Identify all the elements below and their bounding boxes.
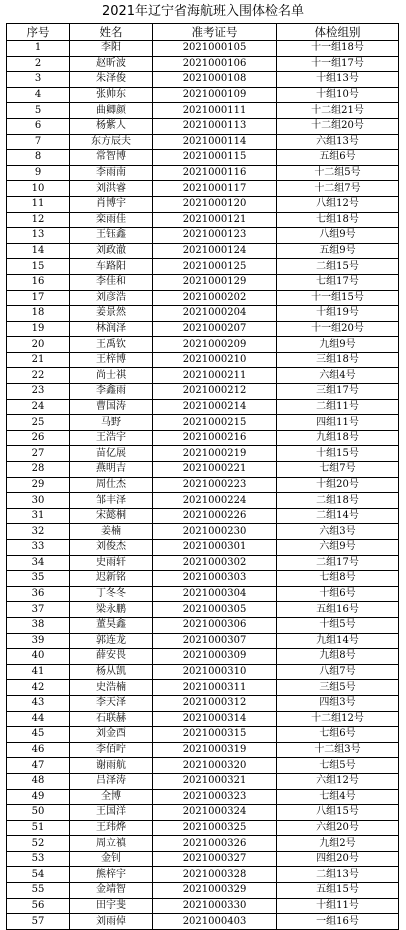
exam-group: 十二组3号: [277, 742, 399, 758]
candidate-name: 王钰鑫: [70, 228, 153, 244]
table-row: [7, 306, 399, 322]
exam-id: 2021000108: [153, 72, 277, 88]
candidate-name: 刘金酉: [70, 727, 153, 743]
table-row: [7, 711, 399, 727]
candidate-name: 刘洪睿: [70, 181, 153, 197]
exam-group: 二组11号: [277, 399, 399, 415]
exam-group: 九组14号: [277, 633, 399, 649]
table-header-row: [7, 24, 399, 41]
table-row: [7, 664, 399, 680]
row-number: 14: [7, 243, 70, 259]
exam-id: 2021000211: [153, 368, 277, 384]
candidate-name: 郭连龙: [70, 633, 153, 649]
row-number: 29: [7, 477, 70, 493]
table-row: [7, 118, 399, 134]
candidate-name: 李阳: [70, 41, 153, 57]
exam-group: 七组18号: [277, 212, 399, 228]
table-row: [7, 602, 399, 618]
exam-id: 2021000209: [153, 337, 277, 353]
exam-id: 2021000221: [153, 462, 277, 478]
candidate-name: 李雨南: [70, 165, 153, 181]
exam-id: 2021000319: [153, 742, 277, 758]
exam-group: 十组13号: [277, 72, 399, 88]
table-row: [7, 758, 399, 774]
row-number: 20: [7, 337, 70, 353]
table-row: [7, 727, 399, 743]
row-number: 35: [7, 571, 70, 587]
exam-group: 十组19号: [277, 306, 399, 322]
candidate-name: 石联赫: [70, 711, 153, 727]
table-row: [7, 368, 399, 384]
candidate-name: 刘俊杰: [70, 540, 153, 556]
exam-group: 七组7号: [277, 462, 399, 478]
exam-group: 六组13号: [277, 134, 399, 150]
table-row: [7, 87, 399, 103]
candidate-name: 肖博宇: [70, 196, 153, 212]
exam-group: 十组11号: [277, 898, 399, 914]
row-number: 40: [7, 649, 70, 665]
exam-group: 六组9号: [277, 540, 399, 556]
table-row: [7, 633, 399, 649]
exam-id: 2021000116: [153, 165, 277, 181]
row-number: 11: [7, 196, 70, 212]
exam-group: 六组4号: [277, 368, 399, 384]
row-number: 46: [7, 742, 70, 758]
row-number: 1: [7, 41, 70, 57]
exam-id: 2021000210: [153, 352, 277, 368]
exam-group: 十组6号: [277, 586, 399, 602]
row-number: 53: [7, 851, 70, 867]
exam-id: 2021000207: [153, 321, 277, 337]
exam-group: 四组20号: [277, 851, 399, 867]
row-number: 43: [7, 695, 70, 711]
candidate-name: 王国洋: [70, 805, 153, 821]
row-number: 54: [7, 867, 70, 883]
table-row: [7, 742, 399, 758]
exam-group: 六组3号: [277, 524, 399, 540]
exam-id: 2021000306: [153, 617, 277, 633]
exam-id: 2021000315: [153, 727, 277, 743]
exam-id: 2021000106: [153, 56, 277, 72]
exam-group: 六组20号: [277, 820, 399, 836]
exam-id: 2021000120: [153, 196, 277, 212]
exam-group: 五组16号: [277, 602, 399, 618]
table-row: [7, 274, 399, 290]
exam-id: 2021000202: [153, 290, 277, 306]
table-row: [7, 446, 399, 462]
exam-id: 2021000121: [153, 212, 277, 228]
exam-group: 七组8号: [277, 571, 399, 587]
table-row: [7, 649, 399, 665]
exam-id: 2021000327: [153, 851, 277, 867]
table-row: [7, 243, 399, 259]
row-number: 24: [7, 399, 70, 415]
table-row: [7, 695, 399, 711]
exam-id: 2021000330: [153, 898, 277, 914]
header-number: 序号: [7, 24, 70, 41]
table-row: [7, 430, 399, 446]
row-number: 17: [7, 290, 70, 306]
table-row: [7, 898, 399, 914]
exam-group: 十二组21号: [277, 103, 399, 119]
table-row: [7, 571, 399, 587]
exam-id: 2021000302: [153, 555, 277, 571]
row-number: 50: [7, 805, 70, 821]
exam-id: 2021000124: [153, 243, 277, 259]
exam-id: 2021000314: [153, 711, 277, 727]
table-row: [7, 617, 399, 633]
row-number: 13: [7, 228, 70, 244]
exam-group: 二组13号: [277, 867, 399, 883]
row-number: 8: [7, 150, 70, 166]
candidate-name: 王禹钦: [70, 337, 153, 353]
header-exam-group: 体检组别: [277, 24, 399, 41]
row-number: 42: [7, 680, 70, 696]
exam-group: 十一组18号: [277, 41, 399, 57]
exam-group: 三组17号: [277, 384, 399, 400]
table-row: [7, 493, 399, 509]
candidate-name: 刘彦浩: [70, 290, 153, 306]
exam-id: 2021000226: [153, 508, 277, 524]
candidate-name: 薛安畏: [70, 649, 153, 665]
exam-group: 七组5号: [277, 758, 399, 774]
exam-id: 2021000328: [153, 867, 277, 883]
candidate-name: 李鑫雨: [70, 384, 153, 400]
row-number: 44: [7, 711, 70, 727]
table-row: [7, 352, 399, 368]
exam-group: 十组5号: [277, 617, 399, 633]
exam-id: 2021000129: [153, 274, 277, 290]
row-number: 31: [7, 508, 70, 524]
candidate-name: 尚士祺: [70, 368, 153, 384]
candidate-name: 姜楠: [70, 524, 153, 540]
exam-id: 2021000223: [153, 477, 277, 493]
exam-group: 九组9号: [277, 337, 399, 353]
exam-id: 2021000224: [153, 493, 277, 509]
row-number: 27: [7, 446, 70, 462]
exam-id: 2021000117: [153, 181, 277, 197]
candidate-name: 金靖智: [70, 883, 153, 899]
exam-id: 2021000212: [153, 384, 277, 400]
exam-group: 二组15号: [277, 259, 399, 275]
candidate-name: 李佰咛: [70, 742, 153, 758]
candidate-name: 周立禛: [70, 836, 153, 852]
row-number: 56: [7, 898, 70, 914]
exam-id: 2021000305: [153, 602, 277, 618]
header-name: 姓名: [70, 24, 153, 41]
table-row: [7, 228, 399, 244]
candidate-name: 李天泽: [70, 695, 153, 711]
candidate-name: 朱泽俊: [70, 72, 153, 88]
candidate-name: 梁永鹏: [70, 602, 153, 618]
page-title: 2021年辽宁省海航班入围体检名单: [101, 4, 305, 19]
table-row: [7, 321, 399, 337]
table-row: [7, 415, 399, 431]
table-row: [7, 41, 399, 57]
table-row: [7, 399, 399, 415]
exam-id: 2021000219: [153, 446, 277, 462]
exam-group: 七组4号: [277, 789, 399, 805]
row-number: 10: [7, 181, 70, 197]
table-row: [7, 789, 399, 805]
row-number: 51: [7, 820, 70, 836]
candidate-name: 金钊: [70, 851, 153, 867]
exam-id: 2021000312: [153, 695, 277, 711]
candidate-name: 常智博: [70, 150, 153, 166]
exam-group: 二组14号: [277, 508, 399, 524]
table-row: [7, 586, 399, 602]
exam-group: 十二组7号: [277, 181, 399, 197]
row-number: 6: [7, 118, 70, 134]
candidate-table: [6, 23, 399, 930]
table-row: [7, 773, 399, 789]
header-exam-id: 准考证号: [153, 24, 277, 41]
candidate-name: 车路阳: [70, 259, 153, 275]
row-number: 30: [7, 493, 70, 509]
table-row: [7, 72, 399, 88]
exam-group: 八组15号: [277, 805, 399, 821]
table-row: [7, 680, 399, 696]
exam-group: 十组15号: [277, 446, 399, 462]
exam-id: 2021000109: [153, 87, 277, 103]
row-number: 39: [7, 633, 70, 649]
exam-group: 七组17号: [277, 274, 399, 290]
row-number: 45: [7, 727, 70, 743]
exam-group: 七组6号: [277, 727, 399, 743]
table-row: [7, 290, 399, 306]
exam-group: 五组9号: [277, 243, 399, 259]
exam-id: 2021000403: [153, 914, 277, 930]
row-number: 23: [7, 384, 70, 400]
row-number: 36: [7, 586, 70, 602]
table-row: [7, 165, 399, 181]
exam-id: 2021000115: [153, 150, 277, 166]
exam-group: 三组5号: [277, 680, 399, 696]
candidate-name: 谢雨航: [70, 758, 153, 774]
exam-group: 八组7号: [277, 664, 399, 680]
candidate-name: 全博: [70, 789, 153, 805]
candidate-name: 吕泽涛: [70, 773, 153, 789]
table-row: [7, 477, 399, 493]
exam-group: 六组12号: [277, 773, 399, 789]
exam-group: 十组10号: [277, 87, 399, 103]
exam-group: 十组20号: [277, 477, 399, 493]
table-row: [7, 914, 399, 930]
candidate-name: 马野: [70, 415, 153, 431]
row-number: 57: [7, 914, 70, 930]
candidate-name: 董昊鑫: [70, 617, 153, 633]
row-number: 2: [7, 56, 70, 72]
row-number: 5: [7, 103, 70, 119]
candidate-name: 迟新铭: [70, 571, 153, 587]
exam-id: 2021000303: [153, 571, 277, 587]
exam-id: 2021000325: [153, 820, 277, 836]
exam-group: 十二组5号: [277, 165, 399, 181]
row-number: 7: [7, 134, 70, 150]
exam-id: 2021000321: [153, 773, 277, 789]
row-number: 52: [7, 836, 70, 852]
exam-id: 2021000215: [153, 415, 277, 431]
candidate-name: 东方辰夫: [70, 134, 153, 150]
table-row: [7, 462, 399, 478]
table-row: [7, 196, 399, 212]
exam-group: 九组8号: [277, 649, 399, 665]
table-row: [7, 103, 399, 119]
candidate-name: 丁冬冬: [70, 586, 153, 602]
row-number: 19: [7, 321, 70, 337]
exam-id: 2021000204: [153, 306, 277, 322]
candidate-name: 史浩楠: [70, 680, 153, 696]
row-number: 22: [7, 368, 70, 384]
exam-group: 五组15号: [277, 883, 399, 899]
table-row: [7, 337, 399, 353]
row-number: 9: [7, 165, 70, 181]
candidate-name: 刘雨倬: [70, 914, 153, 930]
exam-id: 2021000123: [153, 228, 277, 244]
row-number: 21: [7, 352, 70, 368]
exam-id: 2021000216: [153, 430, 277, 446]
candidate-name: 刘政澈: [70, 243, 153, 259]
candidate-name: 林润泽: [70, 321, 153, 337]
table-row: [7, 384, 399, 400]
row-number: 34: [7, 555, 70, 571]
row-number: 32: [7, 524, 70, 540]
exam-group: 十一组20号: [277, 321, 399, 337]
exam-id: 2021000324: [153, 805, 277, 821]
row-number: 49: [7, 789, 70, 805]
candidate-name: 张帅东: [70, 87, 153, 103]
row-number: 15: [7, 259, 70, 275]
row-number: 55: [7, 883, 70, 899]
table-row: [7, 820, 399, 836]
candidate-name: 史雨轩: [70, 555, 153, 571]
candidate-name: 王浩宇: [70, 430, 153, 446]
exam-id: 2021000323: [153, 789, 277, 805]
row-number: 28: [7, 462, 70, 478]
table-row: [7, 540, 399, 556]
table-row: [7, 181, 399, 197]
exam-group: 二组17号: [277, 555, 399, 571]
row-number: 25: [7, 415, 70, 431]
table-row: [7, 259, 399, 275]
table-body: [7, 41, 399, 930]
row-number: 26: [7, 430, 70, 446]
candidate-name: 姜景然: [70, 306, 153, 322]
table-row: [7, 836, 399, 852]
exam-group: 十二组12号: [277, 711, 399, 727]
exam-group: 二组18号: [277, 493, 399, 509]
table-row: [7, 524, 399, 540]
row-number: 12: [7, 212, 70, 228]
exam-id: 2021000326: [153, 836, 277, 852]
exam-group: 九组18号: [277, 430, 399, 446]
table-row: [7, 555, 399, 571]
candidate-name: 杨紫人: [70, 118, 153, 134]
candidate-name: 燕明吉: [70, 462, 153, 478]
exam-group: 八组12号: [277, 196, 399, 212]
candidate-name: 曹国涛: [70, 399, 153, 415]
exam-group: 十一组15号: [277, 290, 399, 306]
candidate-name: 栾雨佳: [70, 212, 153, 228]
exam-group: 三组18号: [277, 352, 399, 368]
candidate-name: 田宇斐: [70, 898, 153, 914]
exam-id: 2021000111: [153, 103, 277, 119]
exam-id: 2021000301: [153, 540, 277, 556]
candidate-name: 王梓博: [70, 352, 153, 368]
table-row: [7, 212, 399, 228]
row-number: 37: [7, 602, 70, 618]
exam-id: 2021000310: [153, 664, 277, 680]
exam-id: 2021000214: [153, 399, 277, 415]
table-row: [7, 805, 399, 821]
table-row: [7, 851, 399, 867]
exam-id: 2021000105: [153, 41, 277, 57]
row-number: 48: [7, 773, 70, 789]
exam-id: 2021000329: [153, 883, 277, 899]
candidate-name: 赵昕波: [70, 56, 153, 72]
exam-group: 十一组17号: [277, 56, 399, 72]
table-row: [7, 134, 399, 150]
exam-id: 2021000304: [153, 586, 277, 602]
exam-group: 八组9号: [277, 228, 399, 244]
exam-group: 五组6号: [277, 150, 399, 166]
exam-group: 四组11号: [277, 415, 399, 431]
candidate-name: 曲卿颜: [70, 103, 153, 119]
exam-id: 2021000114: [153, 134, 277, 150]
row-number: 41: [7, 664, 70, 680]
table-row: [7, 867, 399, 883]
exam-id: 2021000311: [153, 680, 277, 696]
row-number: 38: [7, 617, 70, 633]
table-row: [7, 150, 399, 166]
exam-id: 2021000309: [153, 649, 277, 665]
exam-id: 2021000320: [153, 758, 277, 774]
table-row: [7, 883, 399, 899]
exam-group: 一组16号: [277, 914, 399, 930]
exam-id: 2021000230: [153, 524, 277, 540]
table-row: [7, 508, 399, 524]
candidate-name: 杨从凯: [70, 664, 153, 680]
candidate-name: 熊梓宇: [70, 867, 153, 883]
row-number: 3: [7, 72, 70, 88]
exam-id: 2021000307: [153, 633, 277, 649]
candidate-name: 王玮烨: [70, 820, 153, 836]
row-number: 47: [7, 758, 70, 774]
exam-group: 十二组20号: [277, 118, 399, 134]
candidate-name: 邹丰泽: [70, 493, 153, 509]
row-number: 4: [7, 87, 70, 103]
exam-group: 九组2号: [277, 836, 399, 852]
table-row: [7, 56, 399, 72]
row-number: 18: [7, 306, 70, 322]
candidate-name: 宋懿桐: [70, 508, 153, 524]
exam-group: 四组3号: [277, 695, 399, 711]
candidate-name: 周仕杰: [70, 477, 153, 493]
row-number: 33: [7, 540, 70, 556]
exam-id: 2021000125: [153, 259, 277, 275]
exam-id: 2021000113: [153, 118, 277, 134]
candidate-name: 苗亿展: [70, 446, 153, 462]
candidate-name: 李佳和: [70, 274, 153, 290]
row-number: 16: [7, 274, 70, 290]
